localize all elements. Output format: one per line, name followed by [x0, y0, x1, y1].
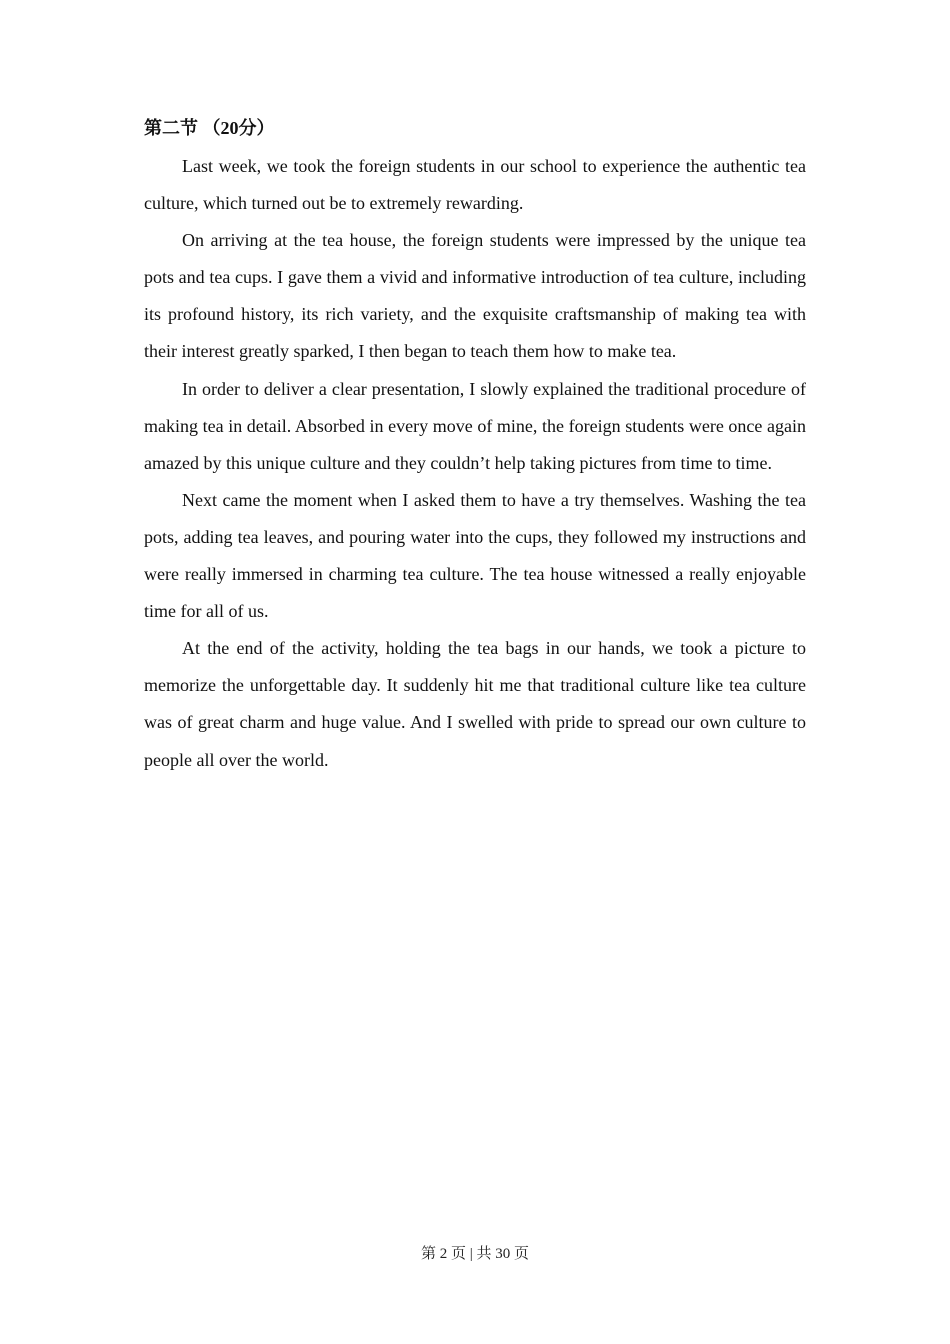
essay-content: [144, 112, 806, 779]
section-heading: 第二节 （20分）: [144, 118, 275, 138]
page-footer: 第 2 页 | 共 30 页: [420, 1246, 529, 1262]
paragraph-1: Last week, we took the foreign students in our school to experience the authentic tea culture, which turned out be to extremely rewarding.: [144, 156, 806, 214]
paragraph-5: At the end of the activity, holding the tea bags in our hands, we took a picture to memorize the unforgettable day. It suddenly hit me that traditional culture like tea culture was of great charm and huge value. And I swelled with pride to spread our own culture to people all over the world.: [144, 638, 806, 770]
paragraph-3: In order to deliver a clear presentation, I slowly explained the traditional procedure of making tea in detail. Absorbed in every move of mine, the foreign students were once again amazed by this unique culture and they couldn’t help taking pictures from time to time.: [144, 378, 806, 473]
paragraph-2: On arriving at the tea house, the foreign students were impressed by the unique tea pots and tea cups. I gave them a vivid and informative introduction of tea culture, including its profound history, its rich variety, and the exquisite craftsmanship of making tea with their interest greatly sparked, I then began to teach them how to make tea.: [144, 230, 806, 362]
paragraph-4: Next came the moment when I asked them to have a try themselves. Washing the tea pots, adding tea leaves, and pouring water into the cups, they followed my instructions and were really immersed in charming tea culture. The tea house witnessed a really enjoyable time for all of us.: [144, 489, 806, 622]
